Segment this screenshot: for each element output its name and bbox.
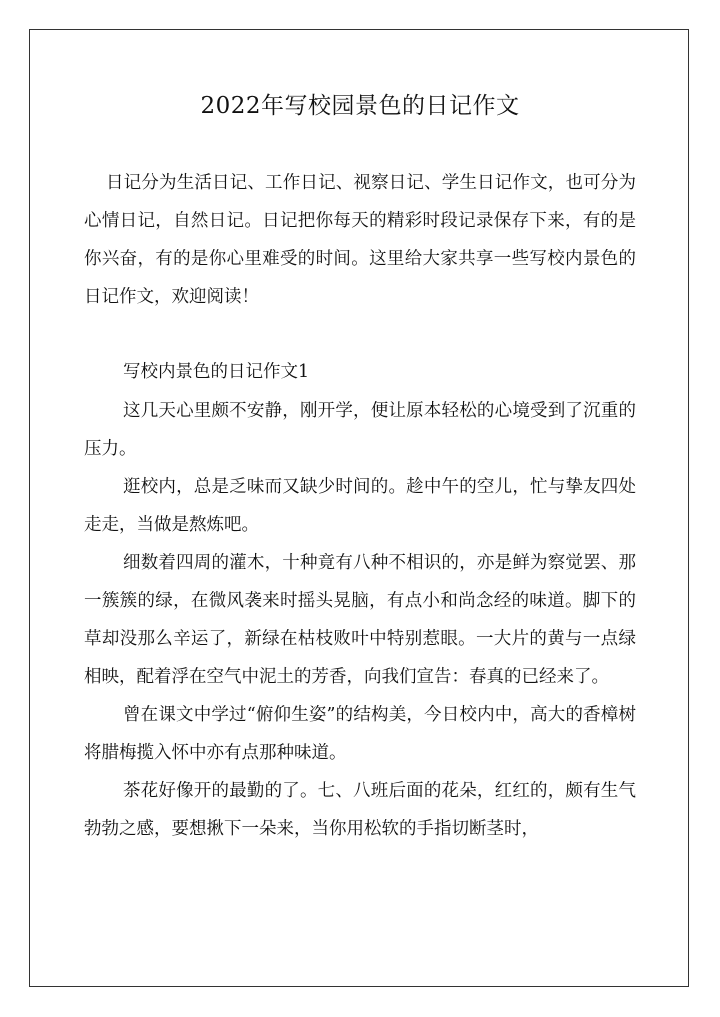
paragraph-2: 逛校内，总是乏味而又缺少时间的。趁中午的空儿，忙与挚友四处走走，当做是熬炼吧。 [84,477,636,535]
paragraph-1: 这几天心里颇不安静，刚开学，便让原本轻松的心境受到了沉重的压力。 [84,401,636,459]
paragraph-4: 曾在课文中学过“俯仰生姿”的结构美，今日校内中，高大的香樟树将腊梅揽入怀中亦有点那种味道。 [84,705,636,763]
section-heading: 写校内景色的日记作文1 [123,362,310,382]
intro-paragraph: 日记分为生活日记、工作日记、视察日记、学生日记作文，也可分为心情日记，自然日记。日记把你每天的精彩时段记录保存下来，有的是你兴奋，有的是你心里难受的时间。这里给大家共享一些写校内景色的日记作文，欢迎阅读！ [84,173,636,307]
article-body [84,392,636,848]
paragraph-3: 细数着四周的灌木，十种竟有八种不相识的，亦是鲜为察觉罢、那一簇簇的绿，在微风袭来时摇头晃脑，有点小和尚念经的味道。脚下的草却没那么辛运了，新绿在枯枝败叶中特别惹眼。一大片的黄与一点绿相映，配着浮在空气中泥土的芳香，向我们宣告：春真的已经来了。 [84,553,636,687]
paragraph-5: 茶花好像开的最勤的了。七、八班后面的花朵，红红的，颇有生气勃勃之感，要想揪下一朵来，当你用松软的手指切断茎时， [84,781,636,839]
document-title: 2022年写校园景色的日记作文 [200,93,520,119]
